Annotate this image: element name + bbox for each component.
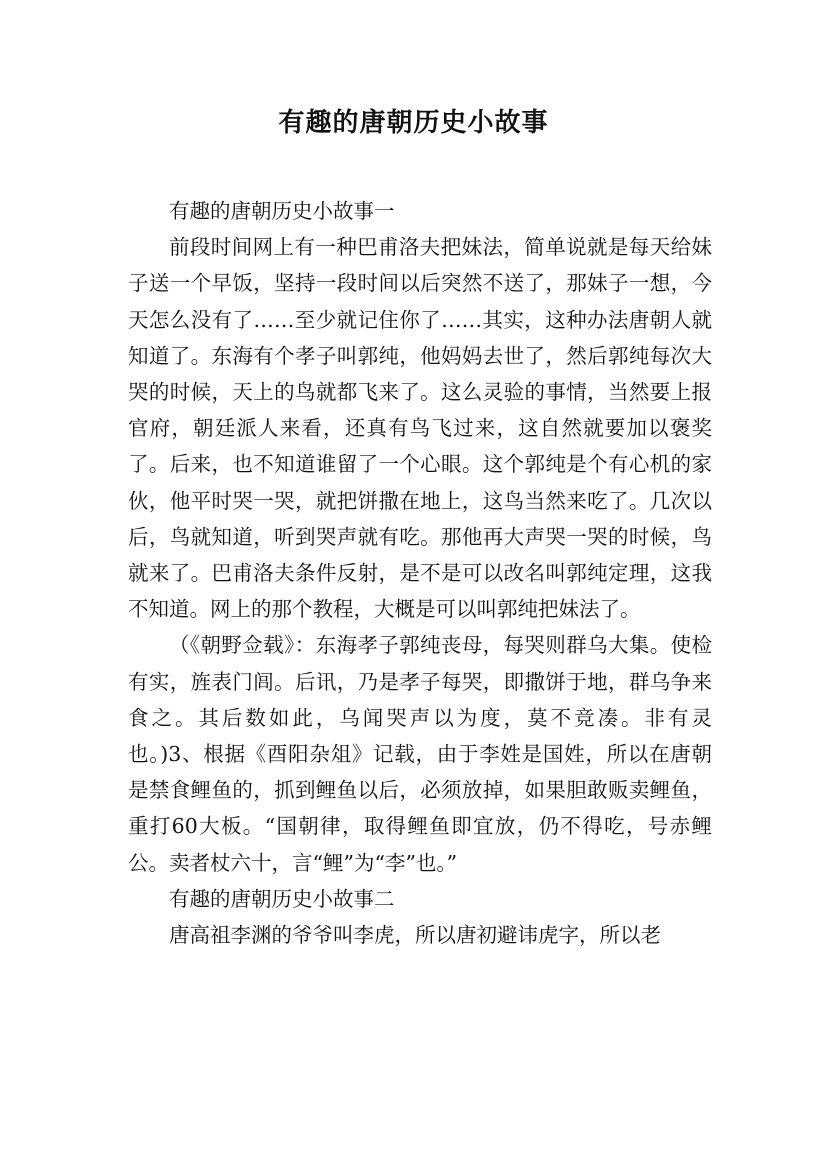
section-heading-1: 有趣的唐朝历史小故事一 xyxy=(169,199,395,223)
paragraph-story-1: 前段时间网上有一种巴甫洛夫把妹法，简单说就是每天给妹子送一个早饭，坚持一段时间以后突然不送了，那妹子一想，今天怎么没有了……至少就记住你了……其实，这种办法唐朝人就知道了。东海有个孝子叫郭纯，他妈妈去世了，然后郭纯每次大哭的时候，天上的鸟就都飞来了。这么灵验的事情，当然要上报官府，朝廷派人来看，还真有鸟飞过来，这自然就要加以褒奖了。后来，也不知道谁留了一个心眼。这个郭纯是个有心机的家伙，他平时哭一哭，就把饼撒在地上，这鸟当然来吃了。几次以后，鸟就知道，听到哭声就有吃。那他再大声哭一哭的时候，鸟就来了。巴甫洛夫条件反射，是不是可以改名叫郭纯定理，这我不知道。网上的那个教程，大概是可以叫郭纯把妹法了。 xyxy=(128,235,712,622)
document-body xyxy=(128,193,712,953)
section-heading-2: 有趣的唐朝历史小故事二 xyxy=(169,886,395,911)
paragraph-story-2: 唐高祖李渊的爷爷叫李虎，所以唐初避讳虎字，所以老 xyxy=(169,923,661,948)
document-title: 有趣的唐朝历史小故事 xyxy=(278,108,549,138)
paragraph-citation: （《朝野佥载》：东海孝子郭纯丧母，每哭则群乌大集。使检有实，旌表门闾。后讯，乃是孝子每哭，即撒饼于地，群乌争来食之。其后数如此，乌闻哭声以为度，莫不竞凑。非有灵也。)3、根据《酉阳杂俎》记载，由于李姓是国姓，所以在唐朝是禁食鲤鱼的，抓到鲤鱼以后，必须放掉，如果胆敢贩卖鲤鱼，重打60大板。“国朝律，取得鲤鱼即宜放，仍不得吃，号赤鲤公。卖者杖六十，言“鲤”为“李”也。” xyxy=(128,633,712,875)
